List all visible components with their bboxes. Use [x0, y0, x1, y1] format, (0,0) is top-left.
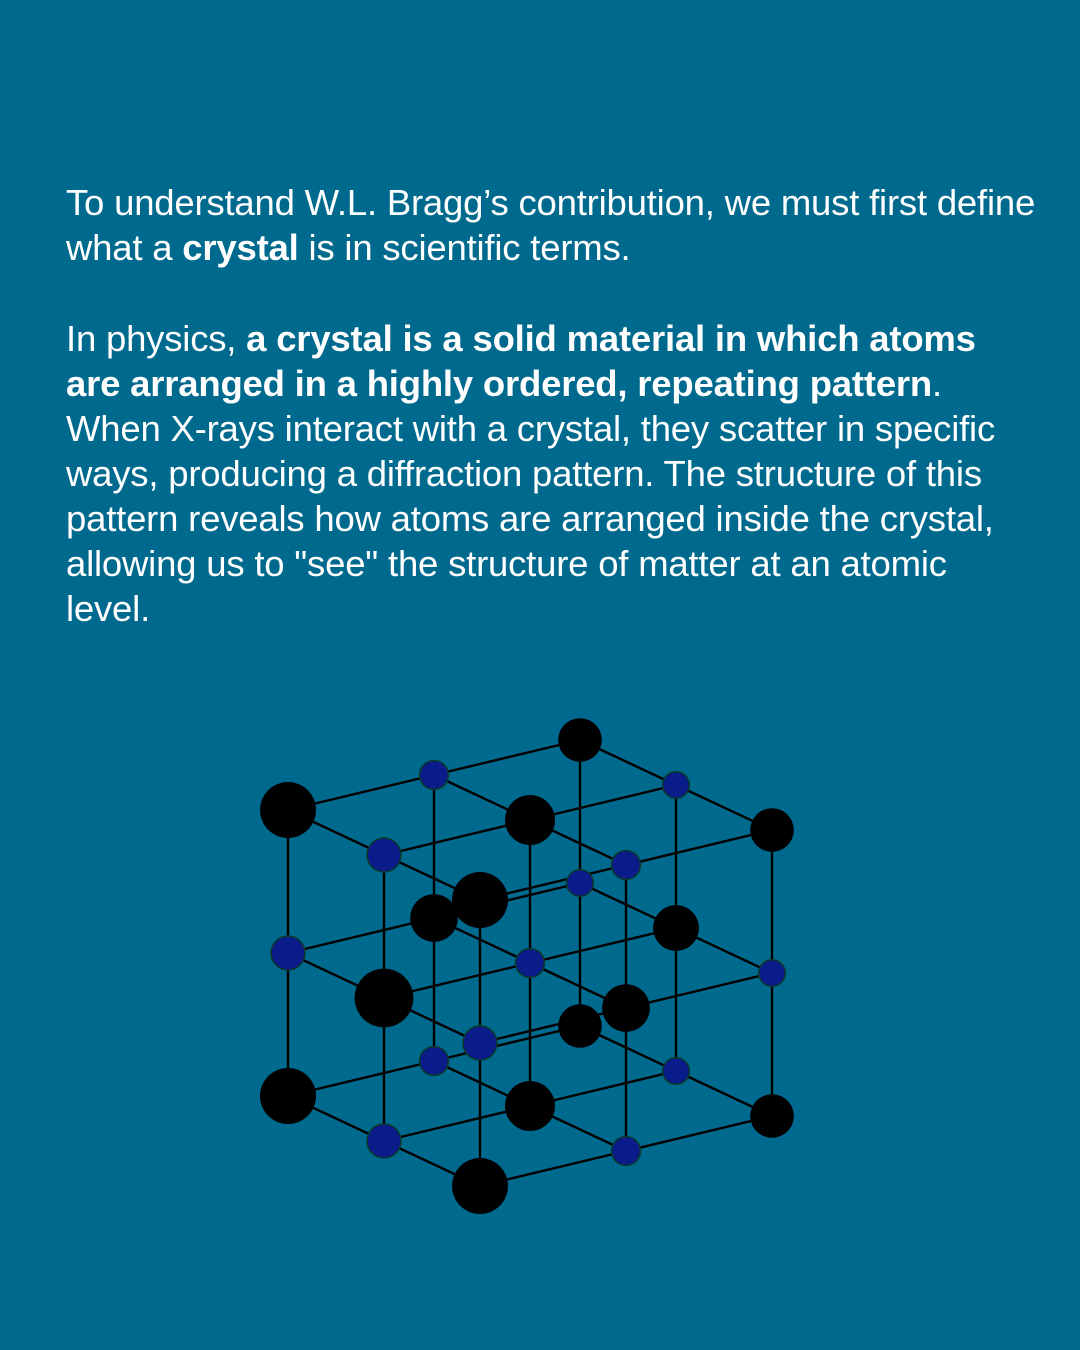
small-atom — [567, 870, 594, 897]
large-atom — [505, 1081, 555, 1131]
large-atom — [260, 782, 316, 838]
large-atom — [505, 795, 555, 845]
small-atom — [463, 1026, 497, 1060]
large-atom — [452, 872, 508, 928]
large-atom — [410, 894, 458, 942]
small-atom — [663, 1058, 690, 1085]
large-atom — [260, 1068, 316, 1124]
definition-text-end: . When X-rays interact with a crystal, they scatter in specific ways, producing a diffraction pattern. The structure of this pattern reveals how atoms are arranged inside the crystal, allowing us to "see" the structure of matter at an atomic level. — [66, 363, 996, 629]
large-atom — [355, 969, 414, 1028]
small-atom — [612, 851, 641, 880]
large-atom — [750, 808, 794, 852]
small-atom — [612, 1137, 641, 1166]
small-atom — [367, 838, 401, 872]
small-atom — [271, 936, 305, 970]
large-atom — [558, 718, 602, 762]
small-atom — [516, 949, 545, 978]
large-atom — [750, 1094, 794, 1138]
small-atom — [759, 960, 786, 987]
lattice-bond — [626, 1116, 772, 1151]
definition-text-start: In physics, — [66, 318, 247, 359]
lattice-atoms — [260, 718, 794, 1214]
intro-text-end: is in scientific terms. — [298, 227, 631, 268]
small-atom — [663, 772, 690, 799]
small-atom — [420, 1047, 449, 1076]
intro-text-start: To understand W.L. Bragg’s contribution, we must first define what a — [66, 182, 1036, 268]
crystal-term: crystal — [182, 227, 299, 268]
large-atom — [558, 1004, 602, 1048]
small-atom — [420, 761, 449, 790]
large-atom — [602, 984, 650, 1032]
small-atom — [367, 1124, 401, 1158]
large-atom — [653, 905, 699, 951]
large-atom — [452, 1158, 508, 1214]
lattice-bond — [626, 830, 772, 865]
crystal-definition: a crystal is a solid material in which atoms are arranged in a highly ordered, repeating pattern — [66, 318, 976, 404]
lattice-bond — [434, 740, 580, 775]
